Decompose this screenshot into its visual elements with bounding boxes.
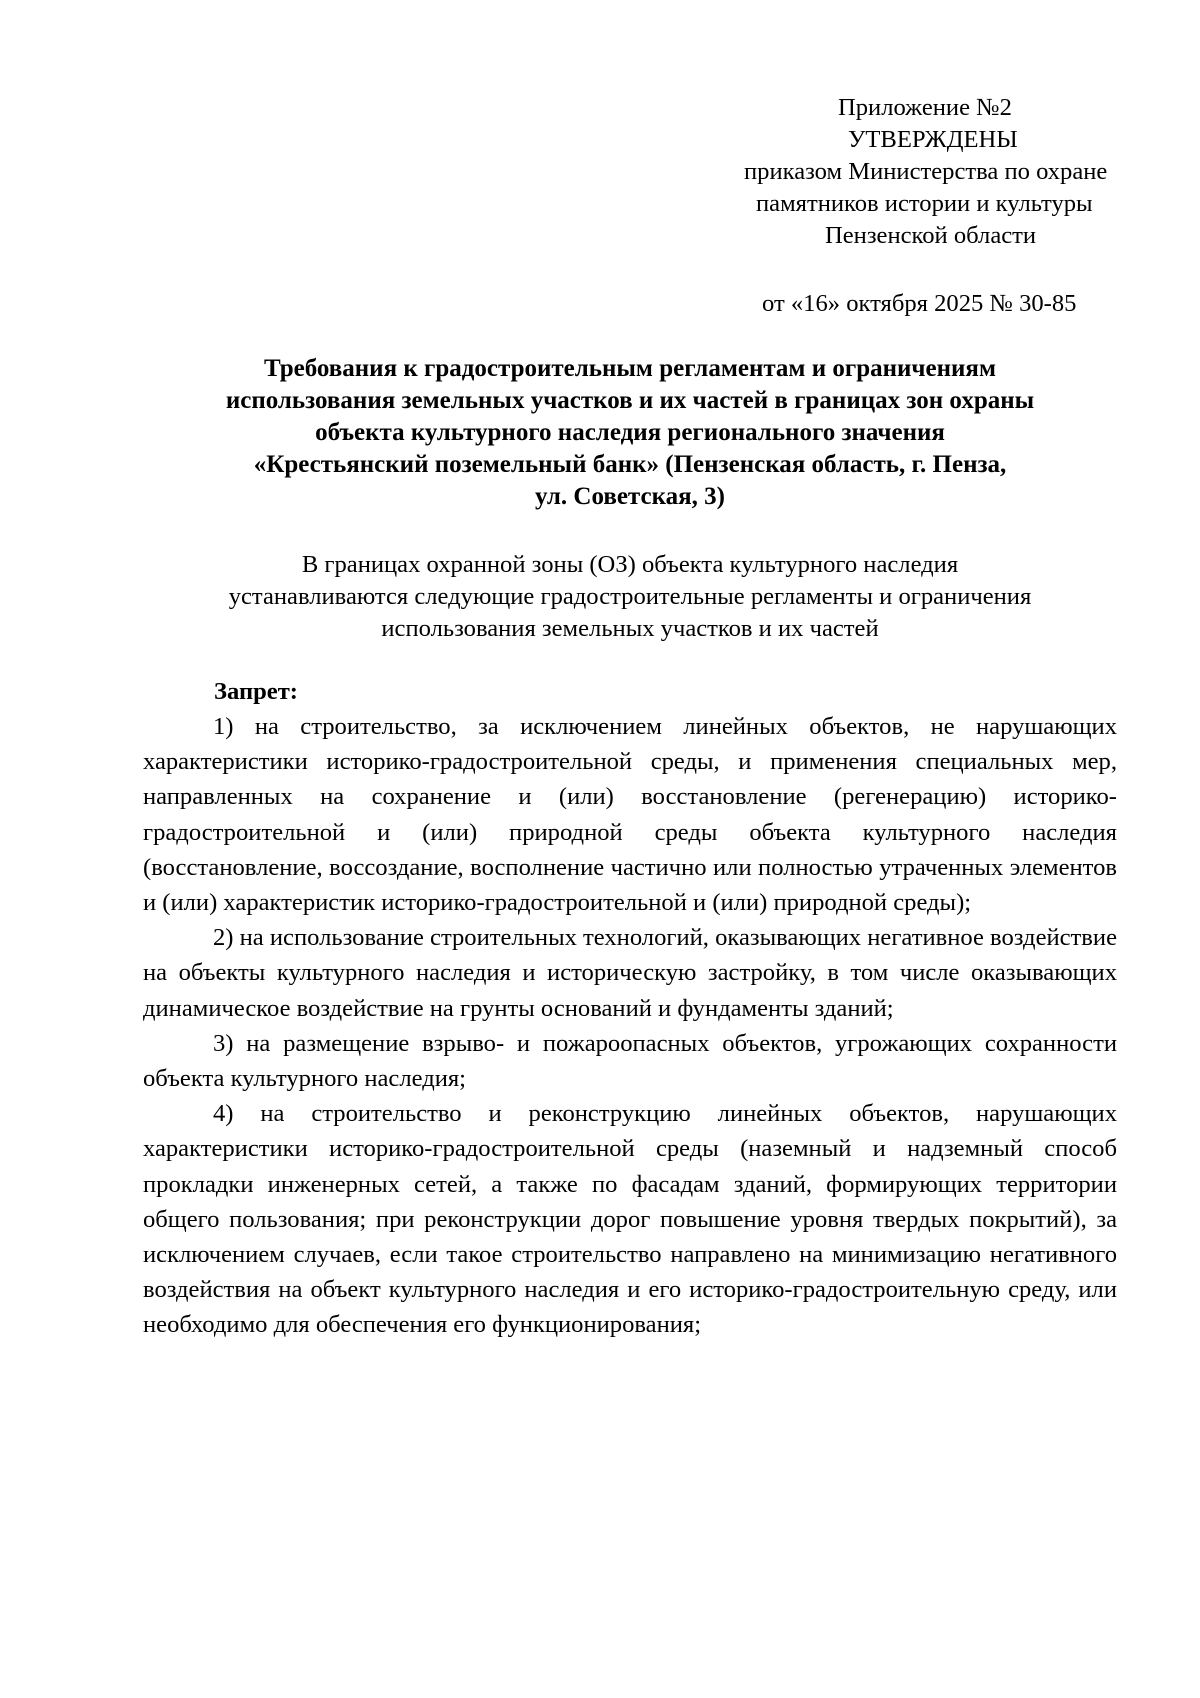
intro-line-2: устанавливаются следующие градостроительные регламенты и ограничения (228, 583, 1032, 610)
intro-line-3: использования земельных участков и их частей (381, 615, 879, 642)
ban-item-2: 2) на использование строительных технологий, оказывающих негативное воздействие на объекты культурного наследия и историческую застройку, в том числе оказывающих динамическое воздействие на грунты оснований и фундаменты зданий; (143, 924, 1117, 1022)
title-line-4: «Крестьянский поземельный банк» (Пензенская область, г. Пенза, (253, 451, 1007, 478)
order-date-number: от «16» октября 2025 № 30-85 (762, 290, 1077, 317)
approved-label: УТВЕРЖДЕНЫ (848, 126, 1018, 153)
intro-text (140, 549, 1120, 645)
order-authority-line-1: приказом Министерства по охране (744, 158, 1108, 185)
approval-block (700, 92, 1200, 320)
ban-item-3: 3) на размещение взрыво- и пожароопасных объектов, угрожающих сохранности объекта культурного наследия; (143, 1029, 1117, 1093)
title-line-5: ул. Советская, 3) (535, 483, 725, 510)
title-line-2: использования земельных участков и их частей в границах зон охраны (225, 387, 1035, 414)
order-authority-line-3: Пензенской области (825, 222, 1037, 249)
ban-list (143, 709, 1117, 1343)
ban-item-4: 4) на строительство и реконструкцию линейных объектов, нарушающих характеристики историко-градостроительной среды (наземный и надземный способ прокладки инженерных сетей, а также по фасадам зданий, формирующих территории общего пользования; при реконструкции дорог повышение уровня твердых покрытий), за исключением случаев, если такое строительство направлено на минимизацию негативного воздействия на объект культурного наследия и его историко-градостроительную среду, или необходимо для обеспечения его функционирования; (143, 1100, 1117, 1339)
order-authority-line-2: памятников истории и культуры (756, 190, 1093, 217)
appendix-number: Приложение №2 (838, 94, 1012, 121)
title-line-3: объекта культурного наследия регионального значения (315, 419, 945, 446)
ban-item-1: 1) на строительство, за исключением линейных объектов, не нарушающих характеристики историко-градостроительной среды, и применения специальных мер, направленных на сохранение и (или) восстановление (регенерацию) историко-градостроительной и (или) природной среды объекта культурного наследия (восстановление, воссоздание, восполнение частично или полностью утраченных элементов и (или) характеристик историко-градостроительной и (или) природной среды); (143, 713, 1117, 917)
title-line-1: Требования к градостроительным регламентам и ограничениям (263, 355, 996, 382)
intro-line-1: В границах охранной зоны (ОЗ) объекта культурного наследия (301, 551, 959, 578)
ban-heading: Запрет: (214, 678, 298, 705)
document-title (140, 353, 1120, 513)
